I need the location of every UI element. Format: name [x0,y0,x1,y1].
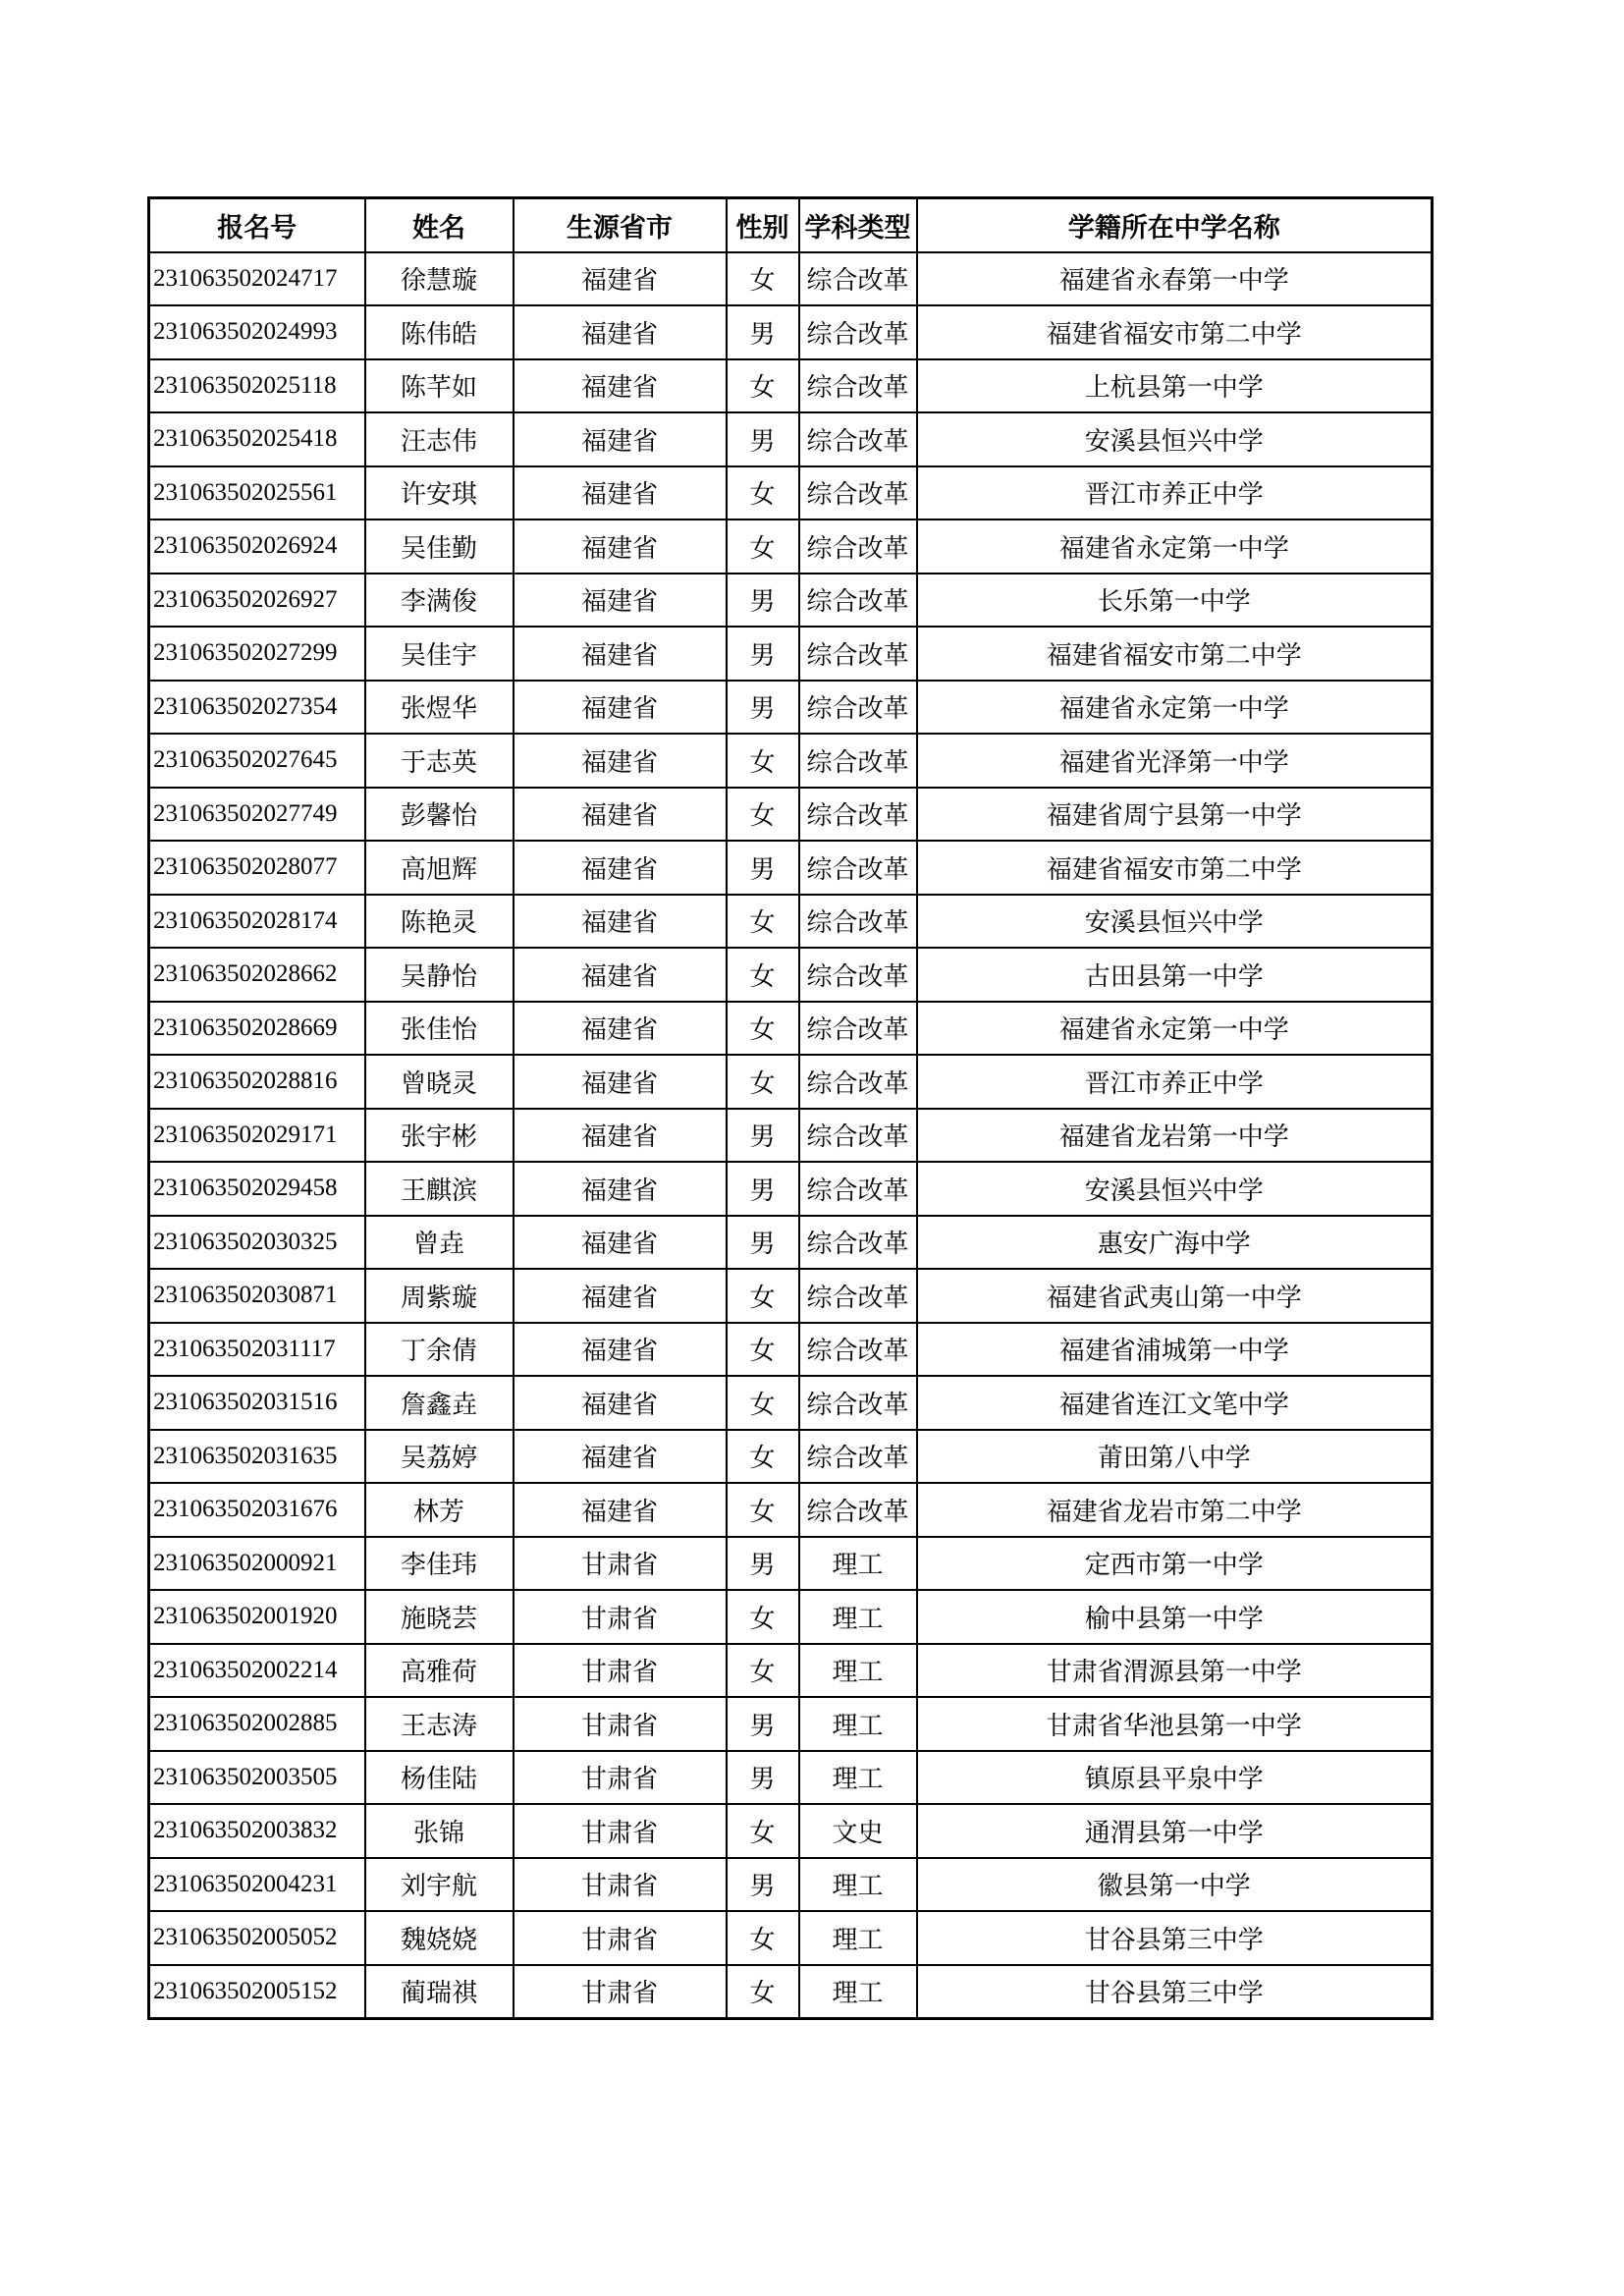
header-name: 姓名 [365,198,514,252]
gender-cell: 男 [727,1162,799,1216]
province-cell: 福建省 [514,1002,727,1056]
table-row [149,1697,1433,1751]
school-name-cell: 福建省浦城第一中学 [917,1323,1433,1377]
subject-type-cell: 综合改革 [799,574,917,628]
roster-sheet [147,196,1431,2020]
gender-cell: 女 [727,1965,799,2019]
name-cell: 曾晓灵 [365,1055,514,1109]
table-row [149,1590,1433,1644]
table-row [149,734,1433,788]
subject-type-cell: 综合改革 [799,627,917,681]
school-name-cell: 安溪县恒兴中学 [917,1162,1433,1216]
gender-cell: 女 [727,1804,799,1858]
name-cell: 张宇彬 [365,1109,514,1163]
school-name-cell: 甘谷县第三中学 [917,1965,1433,2019]
name-cell: 汪志伟 [365,412,514,466]
name-cell: 王志涛 [365,1697,514,1751]
registration-number-cell: 231063502005052 [149,1911,365,1965]
gender-cell: 女 [727,466,799,520]
gender-cell: 男 [727,305,799,359]
name-cell: 曾垚 [365,1216,514,1270]
subject-type-cell: 综合改革 [799,841,917,895]
gender-cell: 女 [727,519,799,574]
province-cell: 福建省 [514,519,727,574]
table-row [149,1644,1433,1698]
registration-number-cell: 231063502003505 [149,1751,365,1805]
subject-type-cell: 综合改革 [799,1269,917,1323]
gender-cell: 男 [727,841,799,895]
gender-cell: 女 [727,788,799,842]
name-cell: 詹鑫垚 [365,1376,514,1430]
registration-number-cell: 231063502025561 [149,466,365,520]
subject-type-cell: 综合改革 [799,252,917,306]
subject-type-cell: 综合改革 [799,1323,917,1377]
gender-cell: 女 [727,1002,799,1056]
registration-number-cell: 231063502025418 [149,412,365,466]
name-cell: 李满俊 [365,574,514,628]
school-name-cell: 徽县第一中学 [917,1858,1433,1912]
table-row [149,1751,1433,1805]
header-gender: 性别 [727,198,799,252]
school-name-cell: 福建省武夷山第一中学 [917,1269,1433,1323]
registration-number-cell: 231063502024717 [149,252,365,306]
province-cell: 福建省 [514,1483,727,1537]
name-cell: 许安琪 [365,466,514,520]
province-cell: 福建省 [514,895,727,949]
table-body [149,252,1433,2019]
name-cell: 丁余倩 [365,1323,514,1377]
province-cell: 福建省 [514,681,727,735]
name-cell: 彭馨怡 [365,788,514,842]
school-name-cell: 福建省永春第一中学 [917,252,1433,306]
table-row [149,1376,1433,1430]
registration-number-cell: 231063502031676 [149,1483,365,1537]
province-cell: 甘肃省 [514,1537,727,1591]
name-cell: 张煜华 [365,681,514,735]
gender-cell: 女 [727,1483,799,1537]
school-name-cell: 莆田第八中学 [917,1430,1433,1484]
gender-cell: 女 [727,359,799,413]
student-roster-table [147,196,1434,2020]
name-cell: 林芳 [365,1483,514,1537]
registration-number-cell: 231063502000921 [149,1537,365,1591]
school-name-cell: 古田县第一中学 [917,948,1433,1002]
province-cell: 福建省 [514,1323,727,1377]
registration-number-cell: 231063502027299 [149,627,365,681]
table-row [149,1537,1433,1591]
subject-type-cell: 理工 [799,1858,917,1912]
subject-type-cell: 综合改革 [799,359,917,413]
province-cell: 甘肃省 [514,1697,727,1751]
registration-number-cell: 231063502028669 [149,1002,365,1056]
subject-type-cell: 综合改革 [799,681,917,735]
table-row [149,1055,1433,1109]
school-name-cell: 通渭县第一中学 [917,1804,1433,1858]
table-row [149,1109,1433,1163]
subject-type-cell: 综合改革 [799,734,917,788]
registration-number-cell: 231063502030325 [149,1216,365,1270]
name-cell: 施晓芸 [365,1590,514,1644]
province-cell: 福建省 [514,412,727,466]
province-cell: 福建省 [514,788,727,842]
name-cell: 张佳怡 [365,1002,514,1056]
table-row [149,412,1433,466]
table-row [149,895,1433,949]
table-row [149,1162,1433,1216]
subject-type-cell: 综合改革 [799,519,917,574]
table-row [149,948,1433,1002]
name-cell: 蔺瑞祺 [365,1965,514,2019]
school-name-cell: 惠安广海中学 [917,1216,1433,1270]
name-cell: 陈芊如 [365,359,514,413]
name-cell: 王麒滨 [365,1162,514,1216]
gender-cell: 女 [727,895,799,949]
gender-cell: 女 [727,948,799,1002]
registration-number-cell: 231063502027354 [149,681,365,735]
school-name-cell: 安溪县恒兴中学 [917,412,1433,466]
gender-cell: 女 [727,1911,799,1965]
province-cell: 甘肃省 [514,1644,727,1698]
name-cell: 吴佳勤 [365,519,514,574]
subject-type-cell: 综合改革 [799,1216,917,1270]
registration-number-cell: 231063502028174 [149,895,365,949]
name-cell: 魏娆娆 [365,1911,514,1965]
registration-number-cell: 231063502027749 [149,788,365,842]
subject-type-cell: 理工 [799,1590,917,1644]
table-row [149,1323,1433,1377]
registration-number-cell: 231063502003832 [149,1804,365,1858]
registration-number-cell: 231063502028662 [149,948,365,1002]
registration-number-cell: 231063502004231 [149,1858,365,1912]
registration-number-cell: 231063502028816 [149,1055,365,1109]
header-registration-number: 报名号 [149,198,365,252]
table-row [149,519,1433,574]
table-row [149,841,1433,895]
gender-cell: 女 [727,1590,799,1644]
province-cell: 甘肃省 [514,1751,727,1805]
subject-type-cell: 综合改革 [799,1109,917,1163]
table-row [149,1430,1433,1484]
registration-number-cell: 231063502031635 [149,1430,365,1484]
school-name-cell: 上杭县第一中学 [917,359,1433,413]
header-subject-type: 学科类型 [799,198,917,252]
table-row [149,1002,1433,1056]
school-name-cell: 长乐第一中学 [917,574,1433,628]
name-cell: 周紫璇 [365,1269,514,1323]
registration-number-cell: 231063502030871 [149,1269,365,1323]
gender-cell: 男 [727,574,799,628]
name-cell: 刘宇航 [365,1858,514,1912]
registration-number-cell: 231063502029171 [149,1109,365,1163]
registration-number-cell: 231063502031516 [149,1376,365,1430]
table-row [149,1216,1433,1270]
school-name-cell: 福建省福安市第二中学 [917,305,1433,359]
subject-type-cell: 理工 [799,1697,917,1751]
subject-type-cell: 综合改革 [799,305,917,359]
table-row [149,788,1433,842]
gender-cell: 男 [727,1216,799,1270]
subject-type-cell: 综合改革 [799,1483,917,1537]
registration-number-cell: 231063502002214 [149,1644,365,1698]
province-cell: 福建省 [514,627,727,681]
name-cell: 高旭辉 [365,841,514,895]
name-cell: 李佳玮 [365,1537,514,1591]
province-cell: 福建省 [514,1055,727,1109]
gender-cell: 女 [727,1430,799,1484]
registration-number-cell: 231063502026927 [149,574,365,628]
province-cell: 甘肃省 [514,1965,727,2019]
subject-type-cell: 综合改革 [799,1055,917,1109]
school-name-cell: 安溪县恒兴中学 [917,895,1433,949]
table-header [149,198,1433,252]
table-row [149,305,1433,359]
table-row [149,252,1433,306]
school-name-cell: 福建省永定第一中学 [917,1002,1433,1056]
header-school-name: 学籍所在中学名称 [917,198,1433,252]
gender-cell: 男 [727,1697,799,1751]
school-name-cell: 镇原县平泉中学 [917,1751,1433,1805]
table-row [149,627,1433,681]
school-name-cell: 甘肃省渭源县第一中学 [917,1644,1433,1698]
province-cell: 福建省 [514,734,727,788]
gender-cell: 女 [727,252,799,306]
table-row [149,1269,1433,1323]
name-cell: 吴佳宇 [365,627,514,681]
school-name-cell: 福建省连江文笔中学 [917,1376,1433,1430]
school-name-cell: 福建省福安市第二中学 [917,841,1433,895]
school-name-cell: 甘肃省华池县第一中学 [917,1697,1433,1751]
gender-cell: 男 [727,627,799,681]
gender-cell: 男 [727,1109,799,1163]
province-cell: 甘肃省 [514,1911,727,1965]
school-name-cell: 晋江市养正中学 [917,1055,1433,1109]
name-cell: 高雅荷 [365,1644,514,1698]
province-cell: 甘肃省 [514,1858,727,1912]
school-name-cell: 福建省福安市第二中学 [917,627,1433,681]
gender-cell: 女 [727,1055,799,1109]
table-row [149,1858,1433,1912]
table-row [149,1911,1433,1965]
province-cell: 福建省 [514,841,727,895]
province-cell: 福建省 [514,1430,727,1484]
subject-type-cell: 综合改革 [799,1002,917,1056]
gender-cell: 男 [727,1537,799,1591]
school-name-cell: 甘谷县第三中学 [917,1911,1433,1965]
province-cell: 福建省 [514,1216,727,1270]
gender-cell: 女 [727,1269,799,1323]
province-cell: 甘肃省 [514,1590,727,1644]
subject-type-cell: 理工 [799,1537,917,1591]
province-cell: 福建省 [514,1269,727,1323]
gender-cell: 女 [727,1323,799,1377]
province-cell: 福建省 [514,1109,727,1163]
school-name-cell: 福建省光泽第一中学 [917,734,1433,788]
school-name-cell: 福建省龙岩第一中学 [917,1109,1433,1163]
province-cell: 福建省 [514,466,727,520]
registration-number-cell: 231063502001920 [149,1590,365,1644]
school-name-cell: 福建省永定第一中学 [917,681,1433,735]
name-cell: 张锦 [365,1804,514,1858]
header-province: 生源省市 [514,198,727,252]
table-row [149,574,1433,628]
registration-number-cell: 231063502025118 [149,359,365,413]
name-cell: 徐慧璇 [365,252,514,306]
gender-cell: 女 [727,734,799,788]
subject-type-cell: 文史 [799,1804,917,1858]
province-cell: 福建省 [514,1162,727,1216]
school-name-cell: 晋江市养正中学 [917,466,1433,520]
school-name-cell: 榆中县第一中学 [917,1590,1433,1644]
school-name-cell: 定西市第一中学 [917,1537,1433,1591]
table-row [149,1483,1433,1537]
subject-type-cell: 综合改革 [799,1376,917,1430]
subject-type-cell: 综合改革 [799,412,917,466]
subject-type-cell: 综合改革 [799,788,917,842]
table-row [149,1804,1433,1858]
registration-number-cell: 231063502005152 [149,1965,365,2019]
province-cell: 福建省 [514,252,727,306]
gender-cell: 男 [727,1751,799,1805]
subject-type-cell: 综合改革 [799,1430,917,1484]
name-cell: 陈艳灵 [365,895,514,949]
province-cell: 福建省 [514,574,727,628]
table-row [149,359,1433,413]
province-cell: 福建省 [514,305,727,359]
subject-type-cell: 理工 [799,1911,917,1965]
registration-number-cell: 231063502028077 [149,841,365,895]
province-cell: 福建省 [514,1376,727,1430]
subject-type-cell: 理工 [799,1751,917,1805]
subject-type-cell: 理工 [799,1644,917,1698]
header-row [149,198,1433,252]
subject-type-cell: 理工 [799,1965,917,2019]
province-cell: 福建省 [514,948,727,1002]
name-cell: 于志英 [365,734,514,788]
registration-number-cell: 231063502002885 [149,1697,365,1751]
name-cell: 陈伟皓 [365,305,514,359]
registration-number-cell: 231063502029458 [149,1162,365,1216]
gender-cell: 男 [727,412,799,466]
gender-cell: 女 [727,1644,799,1698]
table-row [149,466,1433,520]
table-row [149,681,1433,735]
subject-type-cell: 综合改革 [799,895,917,949]
registration-number-cell: 231063502026924 [149,519,365,574]
subject-type-cell: 综合改革 [799,948,917,1002]
gender-cell: 男 [727,681,799,735]
registration-number-cell: 231063502024993 [149,305,365,359]
subject-type-cell: 综合改革 [799,466,917,520]
province-cell: 甘肃省 [514,1804,727,1858]
registration-number-cell: 231063502031117 [149,1323,365,1377]
gender-cell: 男 [727,1858,799,1912]
table-row [149,1965,1433,2019]
school-name-cell: 福建省周宁县第一中学 [917,788,1433,842]
gender-cell: 女 [727,1376,799,1430]
registration-number-cell: 231063502027645 [149,734,365,788]
name-cell: 吴静怡 [365,948,514,1002]
name-cell: 吴荔婷 [365,1430,514,1484]
school-name-cell: 福建省永定第一中学 [917,519,1433,574]
name-cell: 杨佳陆 [365,1751,514,1805]
province-cell: 福建省 [514,359,727,413]
school-name-cell: 福建省龙岩市第二中学 [917,1483,1433,1537]
subject-type-cell: 综合改革 [799,1162,917,1216]
